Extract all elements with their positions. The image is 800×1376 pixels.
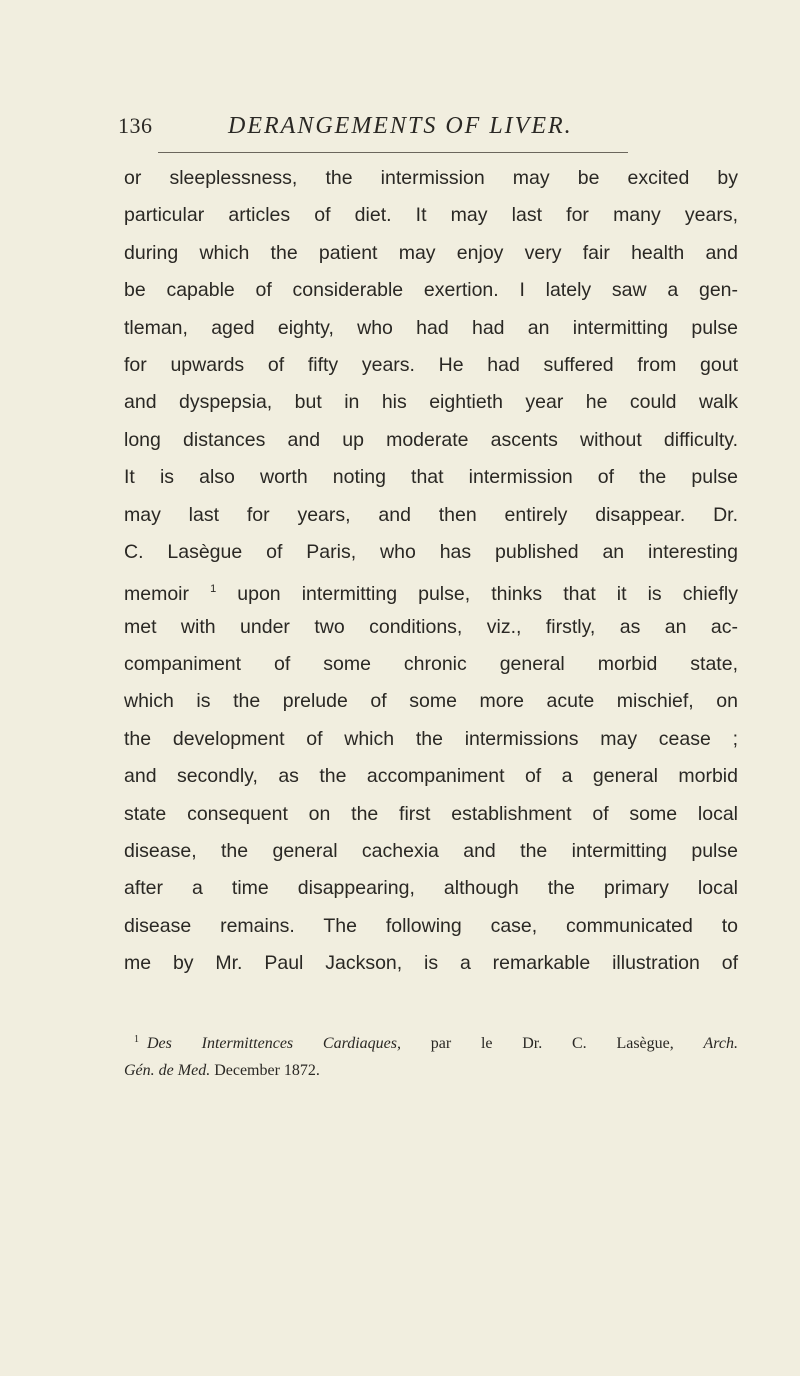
running-title: DERANGEMENTS OF LIVER. [228, 113, 573, 139]
text-line: It is also worth noting that intermission of the pulse [124, 466, 738, 489]
text-line-with-footnote-ref [124, 571, 738, 608]
running-head [118, 113, 638, 153]
footnote [124, 1026, 738, 1084]
footnote-author: par le Dr. C. Lasègue, [430, 1035, 674, 1052]
text-line: for upwards of fifty years. He had suffered from gout [124, 353, 738, 376]
page-number: 136 [118, 113, 153, 138]
text-line: or sleeplessness, the intermission may be excited by [124, 167, 738, 189]
text-line: be capable of considerable exertion. I lately saw a gen- [124, 279, 738, 302]
footnote-marker: 1 [134, 1034, 139, 1045]
text-line: me by Mr. Paul Jackson, is a remarkable illustration of [124, 952, 738, 975]
text-fragment: memoir [124, 583, 190, 606]
text-line: which is the prelude of some more acute mischief, on [124, 690, 738, 713]
text-line: tleman, aged eighty, who had had an intermitting pulse [124, 316, 738, 339]
footnote-date: December 1872. [214, 1062, 320, 1079]
footnote-journal-part-2: Gén. de Med. [124, 1062, 211, 1079]
text-line: C. Lasègue of Paris, who has published an interesting [124, 540, 738, 563]
body-text [124, 160, 738, 983]
footnote-title: Des Intermittences Cardiaques, [147, 1035, 401, 1052]
text-fragment: upon intermitting pulse, thinks that it is chiefly [237, 583, 739, 606]
header-rule [158, 152, 628, 153]
text-line: disease remains. The following case, communicated to [124, 914, 738, 937]
text-line: met with under two conditions, viz., firstly, as an ac- [124, 615, 738, 638]
text-line: long distances and up moderate ascents without difficulty. [124, 428, 738, 451]
footnote-journal-part-1: Arch. [703, 1035, 739, 1052]
text-line: after a time disappearing, although the primary local [124, 877, 738, 900]
text-line: and dyspepsia, but in his eightieth year he could walk [124, 391, 738, 414]
footnote-reference: 1 [210, 583, 217, 596]
footnote-line [124, 1026, 738, 1057]
text-line: state consequent on the first establishment of some local [124, 802, 738, 825]
text-line: disease, the general cachexia and the intermitting pulse [124, 840, 738, 863]
text-line: particular articles of diet. It may last for many years, [124, 204, 738, 227]
footnote-line [124, 1057, 738, 1084]
text-line: during which the patient may enjoy very fair health and [124, 241, 738, 264]
text-line: the development of which the intermissions may cease ; [124, 727, 738, 750]
text-line: and secondly, as the accompaniment of a general morbid [124, 765, 738, 788]
text-line: companiment of some chronic general morbid state, [124, 653, 738, 676]
text-line: may last for years, and then entirely disappear. Dr. [124, 503, 738, 526]
